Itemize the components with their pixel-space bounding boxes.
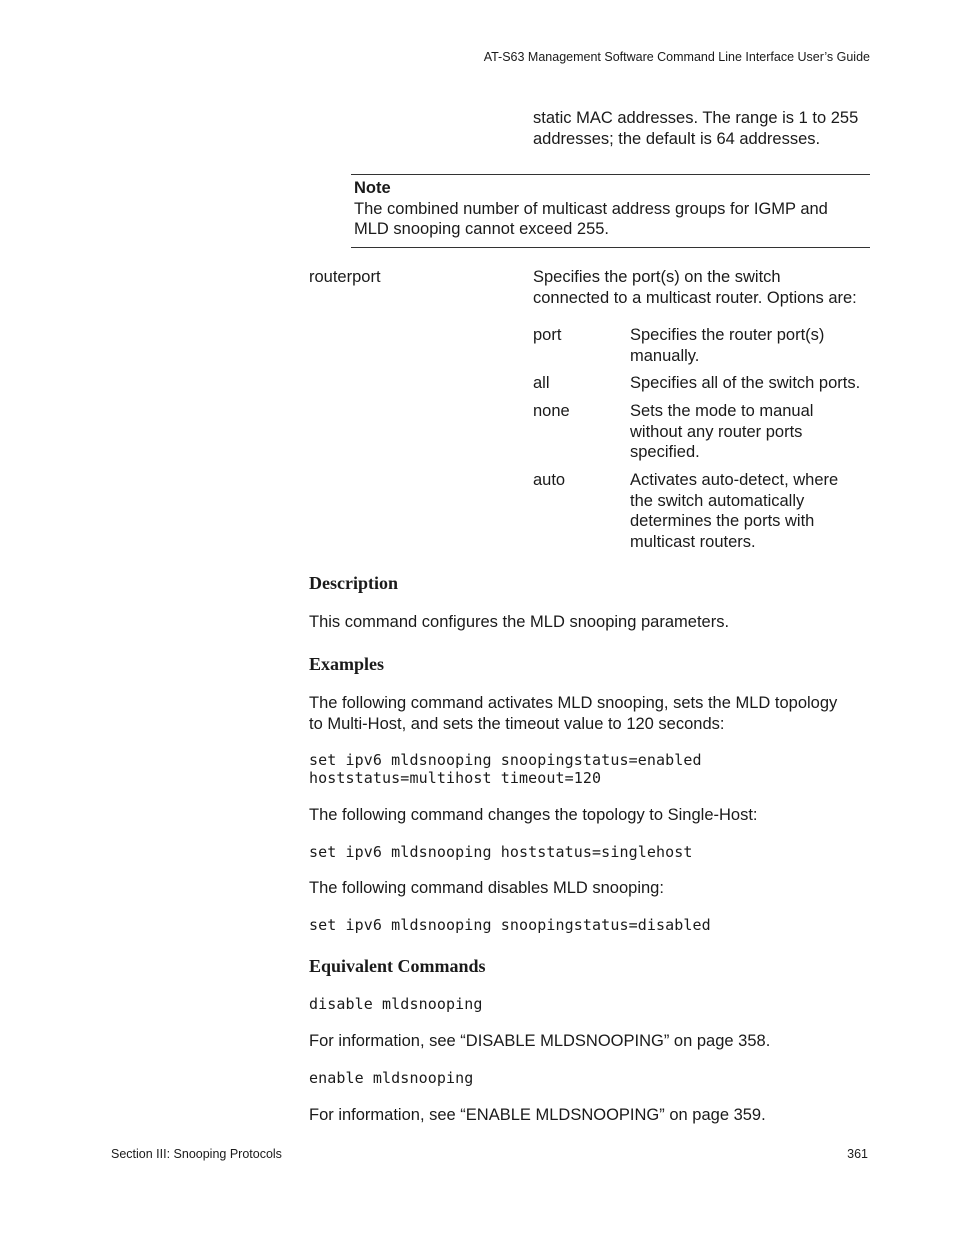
continuation-line: addresses; the default is 64 addresses. (533, 129, 821, 148)
parameter-desc-line: connected to a multicast router. Options are: (533, 288, 857, 307)
option-key: port (533, 326, 562, 344)
description-heading: Description (309, 573, 398, 593)
option-desc-line: without any router ports (630, 422, 803, 441)
examples-text-2: The following command changes the topology to Single-Host: (309, 806, 758, 824)
code-example-3: set ipv6 mldsnooping snoopingstatus=disabled (309, 916, 711, 934)
option-key: auto (533, 471, 566, 489)
note-bottom-rule (351, 247, 870, 248)
note-box (354, 178, 828, 240)
equivalent-command-1: disable mldsnooping (309, 995, 483, 1013)
note-top-rule (351, 174, 870, 175)
option-desc (630, 470, 873, 552)
examples-heading: Examples (309, 654, 385, 674)
footer-page-number: 361 (847, 1147, 868, 1161)
option-desc-line: Activates auto-detect, where (630, 471, 839, 489)
option-desc-line: Sets the mode to manual (630, 402, 814, 420)
equivalent-reference-2: For information, see “ENABLE MLDSNOOPING” on page 359. (309, 1106, 766, 1124)
equivalent-reference-1: For information, see “DISABLE MLDSNOOPING” on page 358. (309, 1032, 771, 1050)
option-desc-line: multicast routers. (630, 532, 756, 551)
continuation-line: static MAC addresses. The range is 1 to 255 (533, 109, 859, 127)
code-example-1 (309, 751, 702, 787)
option-desc-line: manually. (630, 346, 700, 365)
code-example-2: set ipv6 mldsnooping hoststatus=singlehost (309, 843, 693, 861)
option-desc-line: specified. (630, 443, 700, 461)
code-line: hoststatus=multihost timeout=120 (309, 769, 602, 787)
equivalent-heading: Equivalent Commands (309, 956, 486, 976)
option-desc-line: Specifies all of the switch ports. (630, 374, 861, 392)
examples-intro-line: to Multi-Host, and sets the timeout value to 120 seconds: (309, 714, 725, 733)
note-line: MLD snooping cannot exceed 255. (354, 220, 610, 238)
parameter-name: routerport (309, 268, 381, 286)
parameter-desc-line: Specifies the port(s) on the switch (533, 268, 781, 286)
description-text: This command configures the MLD snooping parameters. (309, 613, 730, 631)
note-line: The combined number of multicast address groups for IGMP and (354, 199, 828, 218)
examples-intro-line: The following command activates MLD snooping, sets the MLD topology (309, 694, 838, 712)
parameter-description (533, 267, 857, 308)
note-title: Note (354, 179, 391, 197)
option-desc-line: determines the ports with (630, 512, 815, 530)
option-desc (630, 325, 873, 366)
examples-intro (309, 693, 837, 734)
equivalent-command-2: enable mldsnooping (309, 1069, 474, 1087)
option-desc (630, 401, 873, 463)
footer-section: Section III: Snooping Protocols (111, 1147, 282, 1161)
code-line: set ipv6 mldsnooping snoopingstatus=enabled (309, 751, 702, 769)
option-desc-line: the switch automatically (630, 491, 805, 510)
option-desc-line: Specifies the router port(s) (630, 326, 825, 344)
continuation-text (533, 108, 858, 149)
option-desc (630, 373, 873, 394)
running-header: AT-S63 Management Software Command Line Interface User’s Guide (483, 50, 870, 64)
examples-text-3: The following command disables MLD snooping: (309, 879, 664, 897)
option-key: all (533, 374, 550, 392)
option-key: none (533, 402, 570, 420)
